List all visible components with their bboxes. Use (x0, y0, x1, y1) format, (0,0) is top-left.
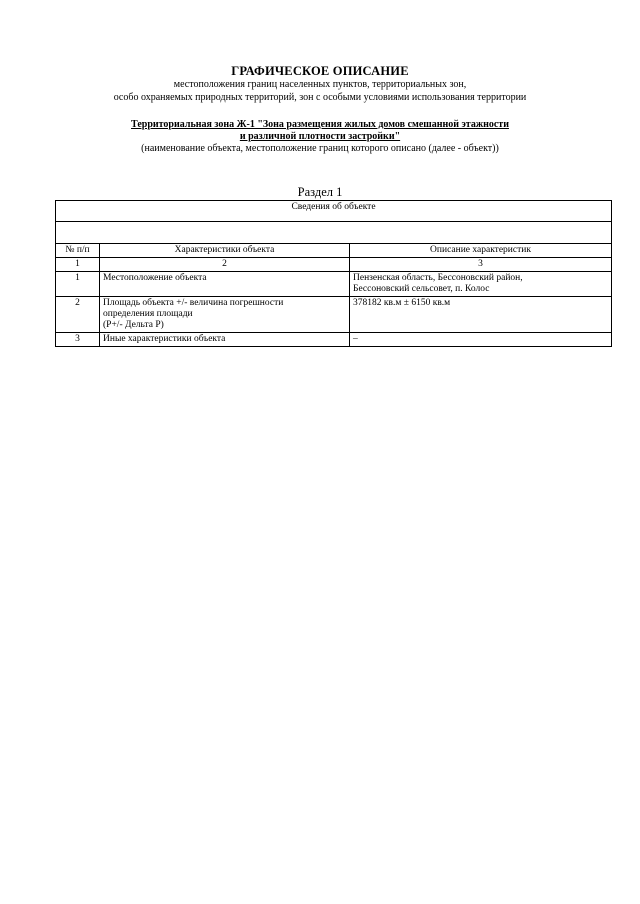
table-blank-row (56, 222, 612, 244)
row-description-line: – (353, 334, 358, 344)
column-header-number: № п/п (56, 244, 100, 258)
row-description (350, 272, 612, 297)
section-title: Раздел 1 (297, 185, 343, 199)
row-number: 2 (56, 297, 100, 333)
row-characteristic-line: Площадь объекта +/- величина погрешности (103, 298, 284, 308)
row-characteristic (100, 272, 350, 297)
row-characteristic-line: Местоположение объекта (103, 273, 207, 283)
table-row (56, 272, 612, 297)
row-description-line: Бессоновский сельсовет, п. Колос (353, 284, 490, 294)
row-number: 3 (56, 333, 100, 347)
object-name-line-1: Территориальная зона Ж-1 "Зона размещения жилых домов смешанной этажности (131, 119, 509, 130)
row-characteristic (100, 333, 350, 347)
table-row (56, 333, 612, 347)
row-description-line: 378182 кв.м ± 6150 кв.м (353, 298, 451, 308)
document-subtitle-line-1: местоположения границ населенных пунктов, территориальных зон, (173, 79, 467, 90)
table-heading: Сведения об объекте (56, 201, 612, 222)
document-subtitle-line-2: особо охраняемых природных территорий, зон с особыми условиями использования территории (113, 92, 527, 103)
object-name-line-2: и различной плотности застройки" (239, 131, 401, 142)
row-characteristic-line: определения площади (103, 309, 193, 319)
column-header-description: Описание характеристик (350, 244, 612, 258)
row-description-line: Пензенская область, Бессоновский район, (353, 273, 523, 283)
row-characteristic-line: (Р+/- Дельта Р) (103, 320, 164, 330)
table-column-headers (56, 244, 612, 258)
column-number-1: 1 (56, 258, 100, 272)
row-characteristic-line: Иные характеристики объекта (103, 334, 226, 344)
column-number-3: 3 (350, 258, 612, 272)
row-characteristic (100, 297, 350, 333)
column-number-2: 2 (100, 258, 350, 272)
object-info-table (55, 200, 612, 347)
table-column-numbers (56, 258, 612, 272)
document-title: ГРАФИЧЕСКОЕ ОПИСАНИЕ (231, 64, 409, 78)
row-description (350, 297, 612, 333)
row-number: 1 (56, 272, 100, 297)
table-row (56, 297, 612, 333)
row-description (350, 333, 612, 347)
object-name-caption: (наименование объекта, местоположение границ которого описано (далее - объект)) (141, 143, 499, 154)
column-header-characteristic: Характеристики объекта (100, 244, 350, 258)
